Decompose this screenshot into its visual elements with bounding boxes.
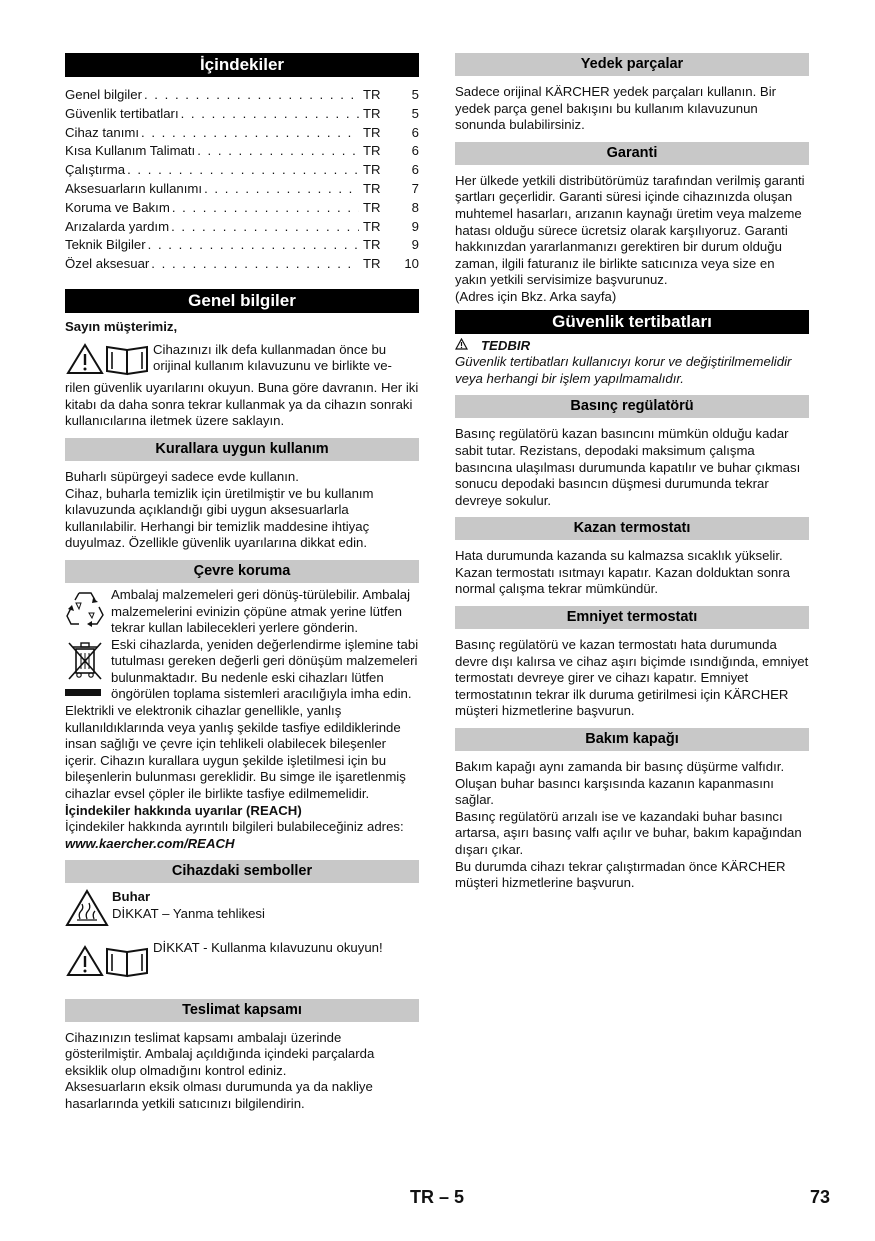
bakim-p2: Basınç regülatörü arızalı ise ve kazandaki buhar basıncı artarsa, aşırı basınç valfı açılır ve buhar, bakım kapağından dışarı çıkar.: [455, 808, 802, 857]
greeting: Sayın müşterimiz,: [65, 318, 178, 334]
warning-text: Güvenlik tertibatları kullanıcıyı korur ve değiştirilmemelidir veya herhangi bir işlem yapılmamalıdır.: [455, 354, 792, 386]
hot-steam-warning-icon: [65, 889, 112, 932]
reach-text: İçindekiler hakkında ayrıntılı bilgileri bulabileceğiniz adres:: [65, 819, 404, 835]
bin-bar: [65, 689, 101, 696]
genel-bilgiler-heading: Genel bilgiler: [65, 289, 419, 313]
garanti-address: (Adres için Bkz. Arka sayfa): [455, 288, 617, 304]
yedek-text: Sadece orijinal KÄRCHER yedek parçaları kullanın. Bir yedek parça genel bakışını bu kullanım kılavuzunun sonunda bulabilirsiniz.: [455, 84, 777, 133]
toc-row[interactable]: Kısa Kullanım Talimatı . . . TR 6: [65, 143, 419, 162]
footer-page-number: 73: [809, 1187, 830, 1207]
toc-row[interactable]: Arızalarda yardım . . . TR 9: [65, 219, 419, 238]
footer-section-label: TR – 5: [410, 1187, 465, 1207]
reach-heading: İçindekiler hakkında uyarılar (REACH): [65, 802, 302, 818]
toc-row[interactable]: Güvenlik tertibatları . . . TR 5: [65, 106, 419, 125]
weee-block: [65, 637, 419, 703]
bakim-heading: Bakım kapağı: [455, 728, 809, 751]
right-column: [455, 53, 809, 892]
reach-link[interactable]: www.kaercher.com/REACH: [65, 835, 235, 851]
warning-label: TEDBIR: [481, 337, 531, 353]
recycle-icon: [65, 587, 111, 637]
intro-block: Cihazınızı ilk defa kullanmadan önce bu orijinal kullanım kılavuzunu ve birlikte ve-: [65, 342, 419, 381]
warning-label-row: [455, 338, 809, 355]
teslimat-heading: Teslimat kapsamı: [65, 999, 419, 1022]
toc-row[interactable]: Teknik Bilgiler . . . TR 9: [65, 237, 419, 256]
toc-row[interactable]: Çalıştırma . . . TR 6: [65, 162, 419, 181]
manual-text: DİKKAT - Kullanma kılavuzunu okuyun!: [153, 940, 383, 955]
left-column: [65, 53, 419, 1113]
bakim-p1: Bakım kapağı aynı zamanda bir basınç düşürme valfıdır. Oluşan buhar basıncı karşısında kazanın kapanmasını sağlar.: [455, 759, 785, 808]
toc-heading: İçindekiler: [65, 53, 419, 77]
guvenlik-heading: Güvenlik tertibatları: [455, 310, 809, 334]
steam-symbol-block: [65, 889, 419, 932]
recycle-block: [65, 587, 419, 637]
toc-row[interactable]: Aksesuarların kullanımı . . . TR 7: [65, 181, 419, 200]
yedek-heading: Yedek parçalar: [455, 53, 809, 76]
crossed-bin-icon: [65, 637, 111, 703]
teslimat-p2: Aksesuarların eksik olması durumunda ya da nakliye hasarlarında yetkili satıcınızı bilgilendirin.: [65, 1079, 373, 1111]
emniyet-heading: Emniyet termostatı: [455, 606, 809, 629]
teslimat-p1: Cihazınızın teslimat kapsamı ambalajı üzerinde gösterilmiştir. Ambalaj açıldığında içindeki parçalarda eksiklik olup olmadığını kontrol ediniz.: [65, 1029, 375, 1078]
electronics-text: Elektrikli ve elektronik cihazlar genellikle, yanlış kullanıldıklarında veya yanlış şekilde tasfiye edildiklerinde insan sağlığı ve çevre için tehlikeli olabilecek bileşenler içerir. Cihazın kurallara uygun şekilde işletilmesi için bu bileşenlerin bulunması gereklidir. Bu simge ile işaretlenmiş cihazlar evsel çöpler ile birlikte tasfiye edilmemelidir.: [65, 703, 406, 802]
kurallar-p1: Buharlı süpürgeyi sadece evde kullanın.: [65, 468, 299, 484]
intro-text: rilen güvenlik uyarılarını okuyun. Buna göre davranın. Her iki kitabı da daha sonra tekrar kullanmak ya da cihazın sonraki kullanıcılarına iletmek üzere saklayın.: [65, 380, 419, 429]
recycle-text: Ambalaj malzemeleri geri dönüş-türülebilir. Ambalaj malzemelerini evinizin çöpüne atmak yerine lütfen tekrar kullan labilecekleri yerlere gönderin.: [111, 586, 411, 636]
steam-text: DİKKAT – Yanma tehlikesi: [112, 906, 265, 921]
basinc-text: Basınç regülatörü kazan basıncını mümkün olduğu kadar sabit tutar. Rezistans, depodaki maksimum çalışma basıncına ulaşılması durumunda kapatılır ve buhar çıkması sonucu depodaki basıncın düşmesi durumunda tekrar devreye sokulur.: [455, 426, 801, 508]
kazan-heading: Kazan termostatı: [455, 517, 809, 540]
table-of-contents: [65, 87, 419, 275]
weee-text: Eski cihazlarda, yeniden değerlendirme işlemine tabi tutulması gereken değerli geri dönüşüm malzemeleri bulunmaktadır. Bu nedenle eski cihazları lütfen öngörülen toplama sistemleri aracılığıyla imha edin.: [111, 636, 419, 702]
toc-row[interactable]: Koruma ve Bakım . . . TR 8: [65, 200, 419, 219]
manual-symbol-block: [65, 940, 419, 983]
warning-manual-icon: [65, 342, 153, 381]
toc-row[interactable]: Cihaz tanımı . . . TR 6: [65, 125, 419, 144]
warning-manual-icon: [65, 940, 153, 983]
kurallar-heading: Kurallara uygun kullanım: [65, 438, 419, 461]
basinc-heading: Basınç regülatörü: [455, 395, 809, 418]
warning-icon: [455, 338, 481, 355]
bakim-p3: Bu durumda cihazı tekrar çalıştırmadan önce KÄRCHER müşteri hizmetlerine başvurun.: [455, 858, 786, 891]
toc-row[interactable]: Özel aksesuar . . . TR 10: [65, 256, 419, 275]
semboller-heading: Cihazdaki semboller: [65, 860, 419, 883]
emniyet-text: Basınç regülatörü ve kazan termostatı hata durumunda devre dışı kalırsa ve cihaz aşırı biçimde ısındığında, emniyet termostatı devreye girer ve cihazı kapatır. Emniyet termostatının tekrar ilk duruma getirilmesi için KÄRCHER müşteri hizmetlerine başvurun.: [455, 637, 809, 719]
kurallar-p2: Cihaz, buharla temizlik için üretilmiştir ve bu kullanım kılavuzunda açıklandığı gibi uygun aksesuarlarla kullanılabilir. Herhangi bir temizlik maddesine ihtiyaç duyulmaz. Özellikle güvenlik uyarılarına dikkat edin.: [65, 485, 374, 551]
garanti-heading: Garanti: [455, 142, 809, 165]
kazan-text: Hata durumunda kazanda su kalmazsa sıcaklık yükselir. Kazan termostatı ısıtmayı kapatır. Kazan dolduktan sonra normal çalışma tekrar mümkündür.: [455, 548, 790, 597]
garanti-text: Her ülkede yetkili distribütörümüz tarafından verilmiş garanti şartları geçerlidir. Garanti süresi içinde cihazınızda oluşan muhtemel hasarları, arızanın kaynağı üretim veya malzeme hatası olduğu sürece ücretsiz olarak karşılıyoruz. Garanti hakkınızdan yararlanmanızı gerektiren bir durum olduğu zaman, ilgili faturanız ile birlikte satıcınıza veya size en yakın yetkili servisimize başvurunuz.: [455, 172, 805, 288]
cevre-heading: Çevre koruma: [65, 560, 419, 583]
steam-title: Buhar: [112, 889, 151, 905]
toc-row[interactable]: Genel bilgiler . . . TR 5: [65, 87, 419, 106]
